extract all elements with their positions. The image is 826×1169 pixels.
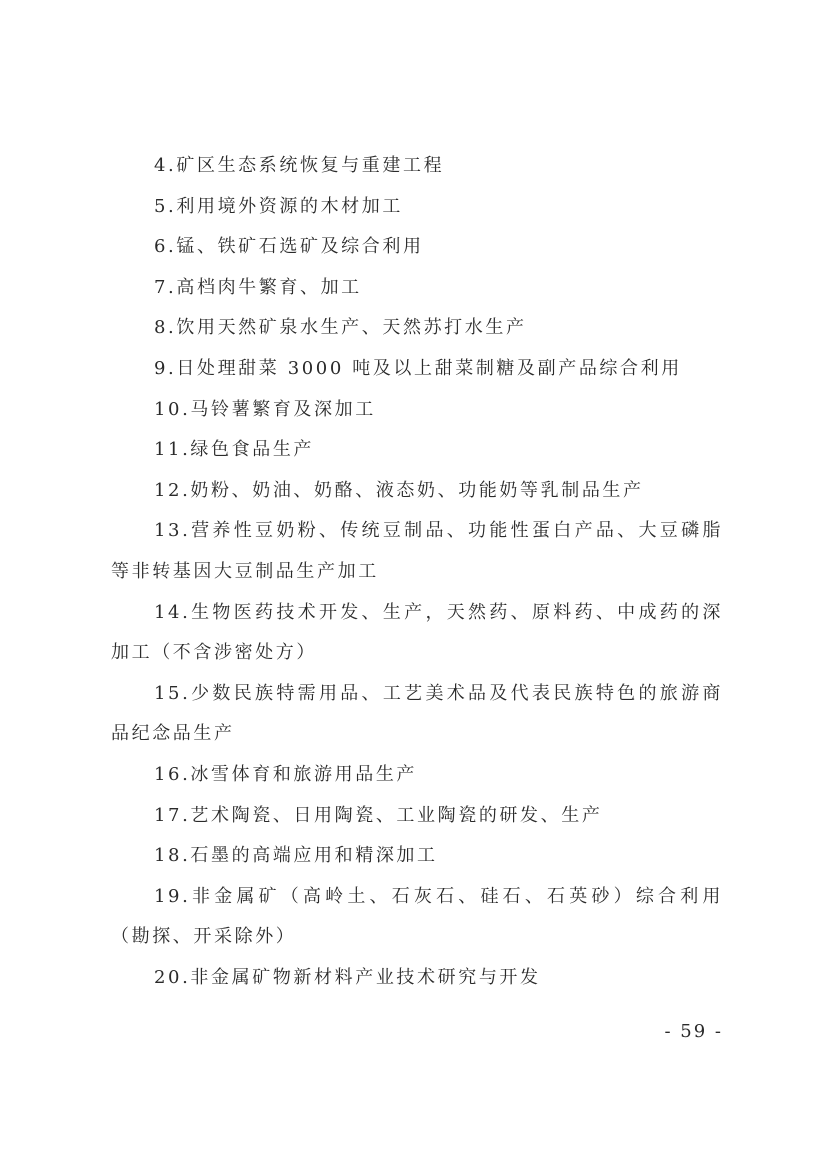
list-item: 9.日处理甜菜 3000 吨及以上甜菜制糖及副产品综合利用 (154, 357, 682, 379)
list-item: 6.锰、铁矿石选矿及综合利用 (154, 236, 424, 258)
list-item: 12.奶粉、奶油、奶酪、液态奶、功能奶等乳制品生产 (154, 479, 644, 501)
list-item: 8.饮用天然矿泉水生产、天然苏打水生产 (154, 317, 527, 339)
list-item: 14.生物医药技术开发、生产，天然药、原料药、中成药的深加工（不含涉密处方） (111, 601, 723, 664)
industry-list (111, 146, 723, 998)
list-item: 13.营养性豆奶粉、传统豆制品、功能性蛋白产品、大豆磷脂等非转基因大豆制品生产加工 (111, 520, 723, 582)
list-item: 18.石墨的高端应用和精深加工 (154, 845, 438, 867)
list-item: 11.绿色食品生产 (154, 439, 315, 461)
list-item: 10.马铃薯繁育及深加工 (154, 398, 376, 420)
list-item: 7.高档肉牛繁育、加工 (154, 276, 362, 298)
list-item: 15.少数民族特需用品、工艺美术品及代表民族特色的旅游商品纪念品生产 (111, 682, 723, 745)
page-number: - 59 - (664, 1021, 723, 1042)
list-item: 16.冰雪体育和旅游用品生产 (154, 763, 418, 785)
list-item: 17.艺术陶瓷、日用陶瓷、工业陶瓷的研发、生产 (154, 804, 603, 826)
list-item: 19.非金属矿（高岭土、石灰石、硅石、石英砂）综合利用（勘探、开采除外） (111, 885, 723, 948)
list-item: 4.矿区生态系统恢复与重建工程 (154, 155, 445, 176)
list-item: 20.非金属矿物新材料产业技术研究与开发 (154, 966, 541, 988)
list-item: 5.利用境外资源的木材加工 (154, 195, 403, 217)
